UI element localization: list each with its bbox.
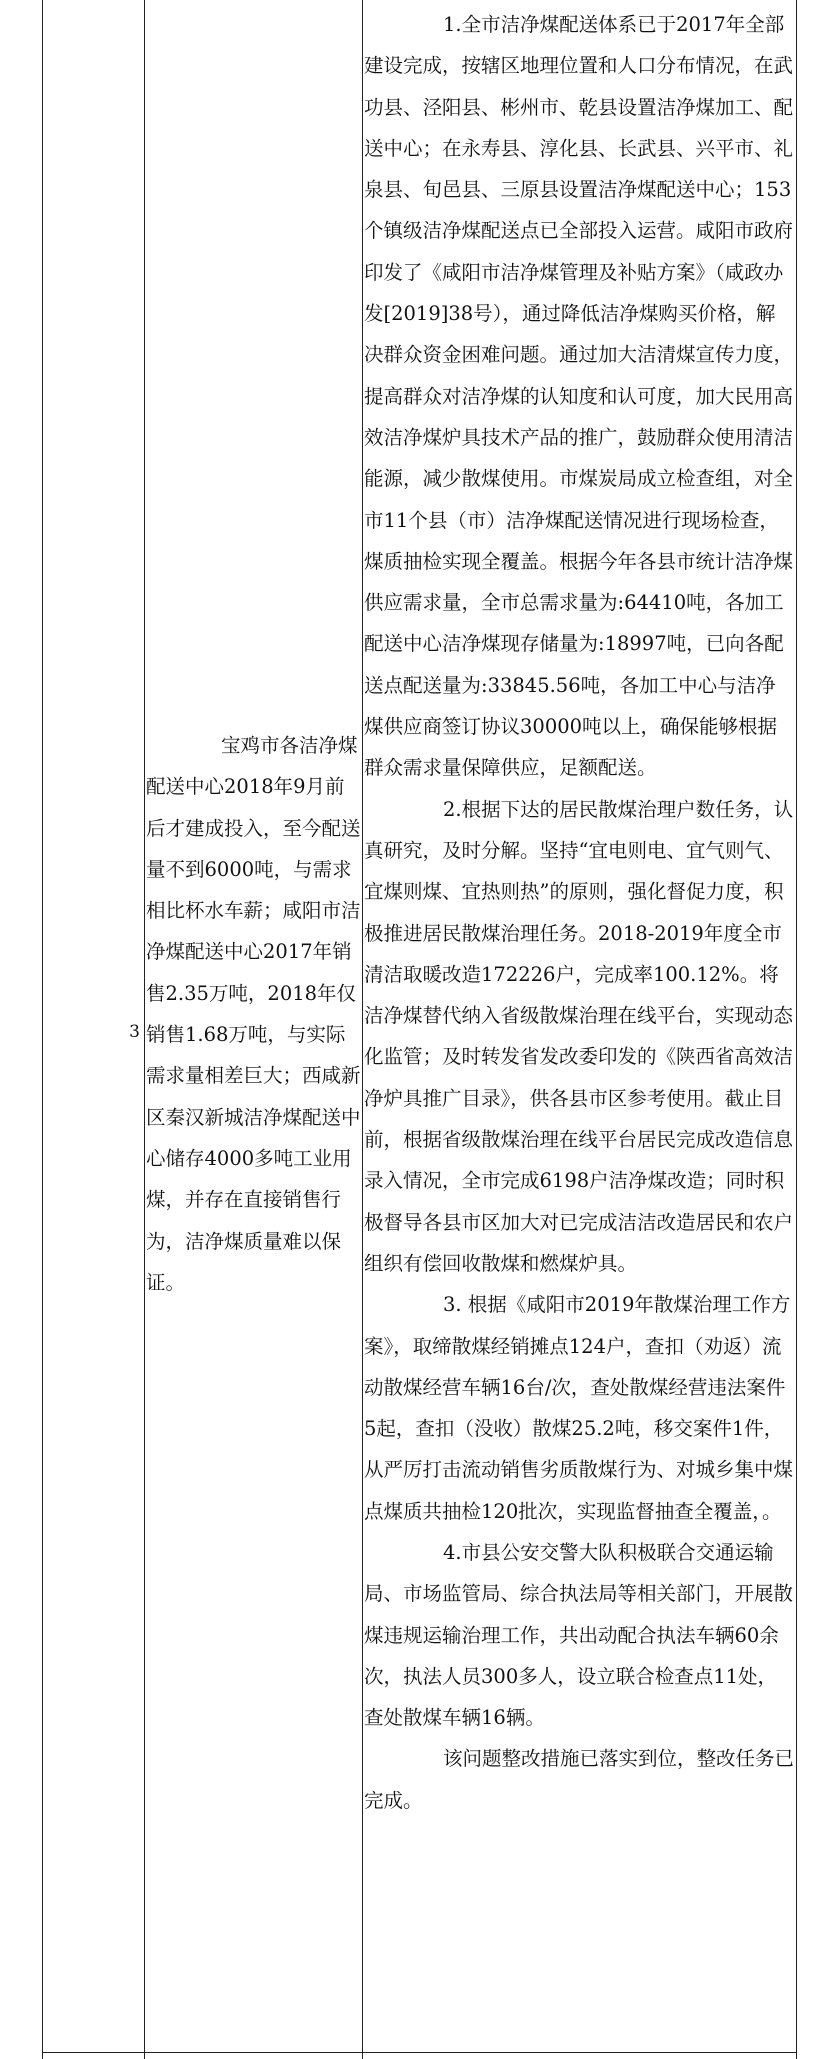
column-divider-1 <box>144 0 145 2059</box>
row-divider-bottom <box>42 2052 797 2053</box>
row-number: 3 <box>129 1022 140 1042</box>
issue-description: 宝鸡市各洁净煤配送中心2018年9月前后才建成投入，至今配送量不到6000吨，与需求相比杯水车薪；咸阳市洁净煤配送中心2017年销售2.35万吨，2018年仅销售1.68万吨，与实际需求量相差巨大；西咸新区秦汉新城洁净煤配送中心储存4000多吨工业用煤，并存在直接销售行为，洁净煤质量难以保证。 <box>146 734 361 1294</box>
rectification-measures-cell <box>364 4 794 1821</box>
measure-paragraph-1: 1.全市洁净煤配送体系已于2017年全部建设完成，按辖区地理位置和人口分布情况，在武功县、泾阳县、彬州市、乾县设置洁净煤加工、配送中心；在永寿县、淳化县、长武县、兴平市、礼泉县、旬邑县、三原县设置洁净煤配送中心；153个镇级洁净煤配送点已全部投入运营。咸阳市政府印发了《咸阳市洁净煤管理及补贴方案》（咸政办发[2019]38号），通过降低洁净煤购买价格，解决群众资金困难问题。通过加大洁清煤宣传力度，提高群众对洁净煤的认知度和认可度，加大民用高效洁净煤炉具技术产品的推广，鼓励群众使用清洁能源，减少散煤使用。市煤炭局成立检查组，对全市11个县（市）洁净煤配送情况进行现场检查，煤质抽检实现全覆盖。根据今年各县市统计洁净煤供应需求量，全市总需求量为:64410吨，各加工配送中心洁净煤现存储量为:18997吨，已向各配送点配送量为:33845.56吨，各加工中心与洁净煤供应商签订协议30000吨以上，确保能够根据群众需求量保障供应，足额配送。 <box>364 13 794 780</box>
measure-paragraph-4: 4.市县公安交警大队积极联合交通运输局、市场监管局、综合执法局等相关部门，开展散煤违规运输治理工作，共出动配合执法车辆60余次，执法人员300多人，设立联合检查点11处，查处散煤车辆16辆。 <box>364 1540 794 1730</box>
table-border-left <box>42 0 43 2059</box>
issue-description-cell <box>146 725 362 1303</box>
measure-paragraph-2: 2.根据下达的居民散煤治理户数任务，认真研究，及时分解。坚持“宜电则电、宜气则气、宜煤则煤、宜热则热”的原则，强化督促力度，积极推进居民散煤治理任务。2018-2019年度全市清洁取暖改造172226户，完成率100.12%。将洁净煤替代纳入省级散煤治理在线平台，实现动态化监管；及时转发省发改委印发的《陕西省高效洁净炉具推广目录》，供各县市区参考使用。截止目前，根据省级散煤治理在线平台居民完成改造信息录入情况，全市完成6198户洁净煤改造；同时积极督导各县市区加大对已完成洁洁改造居民和农户组织有偿回收散煤和燃煤炉具。 <box>364 797 794 1275</box>
column-divider-2 <box>362 0 363 2059</box>
completion-statement: 该问题整改措施已落实到位，整改任务已完成。 <box>364 1747 795 1812</box>
measure-paragraph-3: 3. 根据《咸阳市2019年散煤治理工作方案》，取缔散煤经销摊点124户，查扣（劝返）流动散煤经营车辆16台/次，查处散煤经营违法案件5起，查扣（没收）散煤25.2吨，移交案件1件，从严厉打击流动销售劣质散煤行为、对城乡集中煤点煤质共抽检120批次，实现监督抽查全覆盖，。 <box>364 1293 794 1523</box>
table-border-right <box>796 0 797 2059</box>
